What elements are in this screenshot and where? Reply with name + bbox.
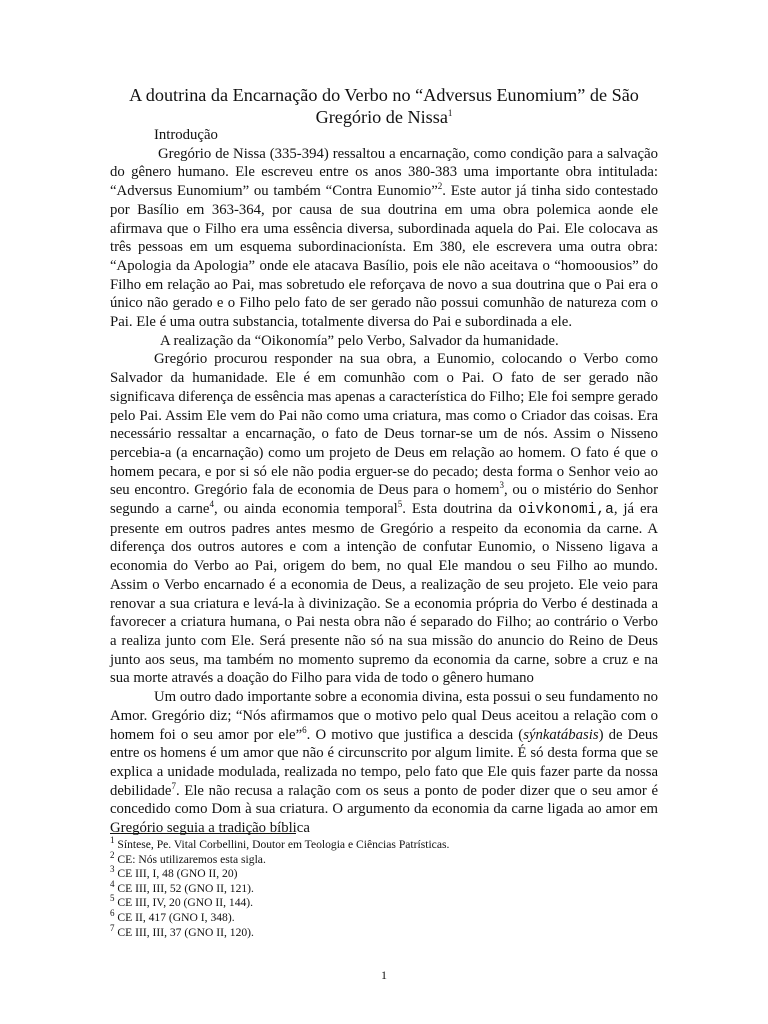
section-heading-introducao: Introdução (154, 127, 218, 143)
footnote-ref-2: 2 (437, 181, 443, 192)
greek-term-oikonomia: oivkonomi,a (518, 502, 614, 519)
footnote-ref-3: 3 (499, 480, 504, 491)
title-line-1: A doutrina da Encarnação do Verbo no “Adversus Eunomium” de São (129, 85, 639, 105)
footnote-ref-5: 5 (397, 499, 403, 510)
footnote-ref-6: 6 (302, 724, 307, 735)
footnote-4: $^4$ CE III, III, 52 (GNO II, 121). (110, 878, 254, 895)
footnote-2: $^2$ CE: Nós utilizaremos esta sigla. (110, 849, 266, 866)
footnote-5: $^5$ CE III, IV, 20 (GNO II, 144). (110, 893, 254, 910)
italic-term-synkatabasis: sýnkatábasis (523, 726, 599, 743)
title-line-2: Gregório de Nissa (315, 107, 448, 127)
footnotes (110, 835, 658, 940)
footnote-separator (110, 833, 296, 834)
paragraph-amor: Um outro dado importante sobre a economia divina, esta possui o seu fundamento no Amor. Gregório diz; “Nós afirmamos que o motivo pelo qual Deus aceitou a relação com o homem foi o seu amor por ele”$^6$. O motivo que justifica a descida (sýnkatábasis) de Deus entre os homens é um amor que não é circunscrito por algum limite. É só desta forma que se explica a unidade modulada, realizada no tempo, pelo fato que Ele quis fazer parte da nossa debilidade$^7$. Ele não recusa a ralação com os seus a ponto de poder dizer que o seu amor é concedido como Dom à sua criatura. O argumento da economia da carne ligada ao amor em Gregório seguia a tradição bíblica (110, 689, 658, 837)
footnote-3: $^3$ CE III, I, 48 (GNO II, 20) (110, 864, 238, 881)
paragraph-oikonomia: Gregório procurou responder na sua obra, a Eunomio, colocando o Verbo como Salvador da humanidade. Ele é em comunhão com o Pai. O fato de ser gerado não significava diferença de essência mas apenas a característica do Filho; Ele foi sempre gerado pelo Pai. Assim Ele vem do Pai não como uma criatura, mas como o Criador das coisas. Era necessário ressaltar a encarnação, o fato de Deus tornar-se um de nós. Assim o Nisseno percebia-a (a encarnação) como um projeto de Deus em relação ao homem. O fato é que o homem pecara, e por si só ele não podia erguer-se do pecado; desta forma o Senhor veio ao seu encontro. Gregório fala de economia de Deus para o homem$^3$, ou o mistério do Senhor segundo a carne$^4$, ou ainda economia temporal$^5$. Esta doutrina da oivkonomi,a, já era presente em outros padres antes mesmo de Gregório a respeito da economia da carne. A diferença dos outros autores e com a intenção de confutar Eunomio, o Nisseno ligava a economia do Verbo ao Pai, origem do bem, no qual Ele mandou o seu Filho ao mundo. Assim o Verbo encarnado é a economia de Deus, a realização de seu projeto. Ele veio para renovar a sua criatura e levá-la à divinização. Se a economia própria do Verbo é destinada a favorecer a criatura humana, o Pai nesta obra não é separado do Filho; ao contrário o Verbo a realiza junto com Ele. Será presente não só na sua missão do anuncio do Reino de Deus junto aos seus, ma também no momento supremo da economia da carne, sobre a cruz e na sua morte através a doação do Filho para vida de todo o gênero humano (110, 351, 658, 687)
document-title (110, 84, 658, 128)
page-number: 1 (381, 968, 387, 982)
footnote-6: $^6$ CE II, 417 (GNO I, 348). (110, 908, 235, 924)
footnote-ref-4: 4 (209, 499, 214, 510)
footnote-7: $^7$ CE III, III, 37 (GNO II, 120). (110, 922, 254, 939)
footnote-ref-7: 7 (171, 780, 176, 791)
paragraph-introduction: Gregório de Nissa (335-394) ressaltou a encarnação, como condição para a salvação do gênero humano. Ele escreveu entre os anos 380-383 uma importante obra intitulada: “Adversus Eunomium” ou também “Contra Eunomio”$^2$. Este autor já tinha sido contestado por Basílio em 363-364, por causa de sua doutrina em uma obra polemica aonde ele afirmava que o Filho era uma essência diversa, subordinada aquela do Pai. Ele colocava as três pessoas em um esquema subordinacionísta. Em 380, ele escrevera uma outra obra: “Apologia da Apologia” onde ele atacava Basílio, pois ele não aceitava o “homoousios” do Filho em relação ao Pai, mas sobretudo ele reforçava de novo a sua doutrina que o Pai era o único não gerado e o Filho pelo fato de ser gerado não possui comunhão de natureza com o Pai. Ele é uma outra substancia, totalmente diversa do Pai e subordinada a ele. (110, 145, 658, 331)
section-heading-oikonomia: A realização da “Oikonomía” pelo Verbo, Salvador da humanidade. (160, 332, 559, 349)
title-footnote-ref: 1 (447, 107, 453, 118)
document-body (110, 126, 658, 838)
footnote-1: $^1$ Síntese, Pe. Vital Corbellini, Doutor em Teologia e Ciências Patrísticas. (110, 835, 450, 851)
